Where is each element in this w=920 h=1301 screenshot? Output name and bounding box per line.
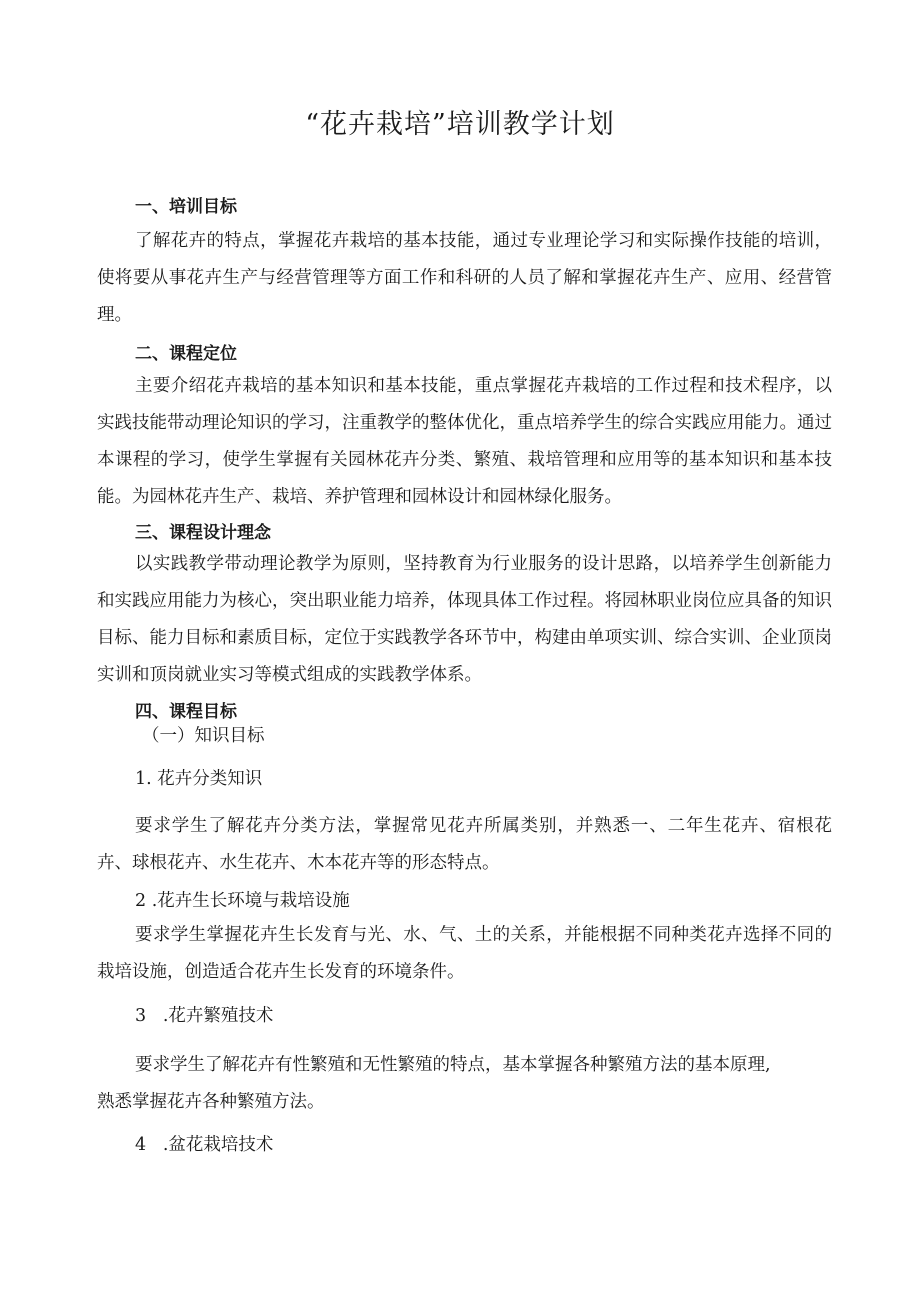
section-body-course-design: 以实践教学带动理论教学为原则，坚持教育为行业服务的设计思路，以培养学生创新能力和实践应用能力为核心，突出职业能力培养，体现具体工作过程。将园林职业岗位应具备的知识目标、能力目标和素质目标，定位于实践教学各环节中，构建由单项实训、综合实训、企业顶岗实训和顶岗就业实习等模式组成的实践教学体系。 (97, 554, 832, 685)
item-body-propagation-line2: 熟悉掌握花卉各种繁殖方法。 (97, 1092, 325, 1112)
item-title-environment: 2 .花卉生长环境与栽培设施 (135, 891, 350, 911)
section-body-training-goal: 了解花卉的特点，掌握花卉栽培的基本技能，通过专业理论学习和实际操作技能的培训，使将要从事花卉生产与经营管理等方面工作和科研的人员了解和掌握花卉生产、应用、经营管理。 (97, 231, 832, 325)
section-heading-training-goal: 一、培训目标 (135, 197, 237, 217)
section-heading-course-design: 三、课程设计理念 (135, 523, 271, 543)
item-body-environment: 要求学生掌握花卉生长发育与光、水、气、土的关系，并能根据不同种类花卉选择不同的栽培设施，创造适合花卉生长发育的环境条件。 (97, 925, 832, 982)
section-heading-course-objectives: 四、课程目标 (135, 702, 237, 722)
subheading-knowledge-goals: （一）知识目标 (142, 726, 265, 746)
section-heading-course-positioning: 二、课程定位 (135, 344, 237, 364)
item-body-classification: 要求学生了解花卉分类方法，掌握常见花卉所属类别，并熟悉一、二年生花卉、宿根花卉、球根花卉、水生花卉、木本花卉等的形态特点。 (97, 816, 832, 873)
item-title-potted-flowers: 4 .盆花栽培技术 (135, 1135, 274, 1155)
item-body-propagation-line1: 要求学生了解花卉有性繁殖和无性繁殖的特点，基本掌握各种繁殖方法的基本原理, (135, 1055, 771, 1075)
item-title-propagation: 3 .花卉繁殖技术 (135, 1006, 274, 1026)
section-body-course-positioning: 主要介绍花卉栽培的基本知识和基本技能，重点掌握花卉栽培的工作过程和技术程序，以实践技能带动理论知识的学习，注重教学的整体优化，重点培养学生的综合实践应用能力。通过本课程的学习，使学生掌握有关园林花卉分类、繁殖、栽培管理和应用等的基本知识和基本技能。为园林花卉生产、栽培、养护管理和园林设计和园林绿化服务。 (97, 376, 832, 507)
item-title-classification: 1. 花卉分类知识 (135, 769, 263, 789)
document-title: “花卉栽培”培训教学计划 (305, 109, 615, 140)
